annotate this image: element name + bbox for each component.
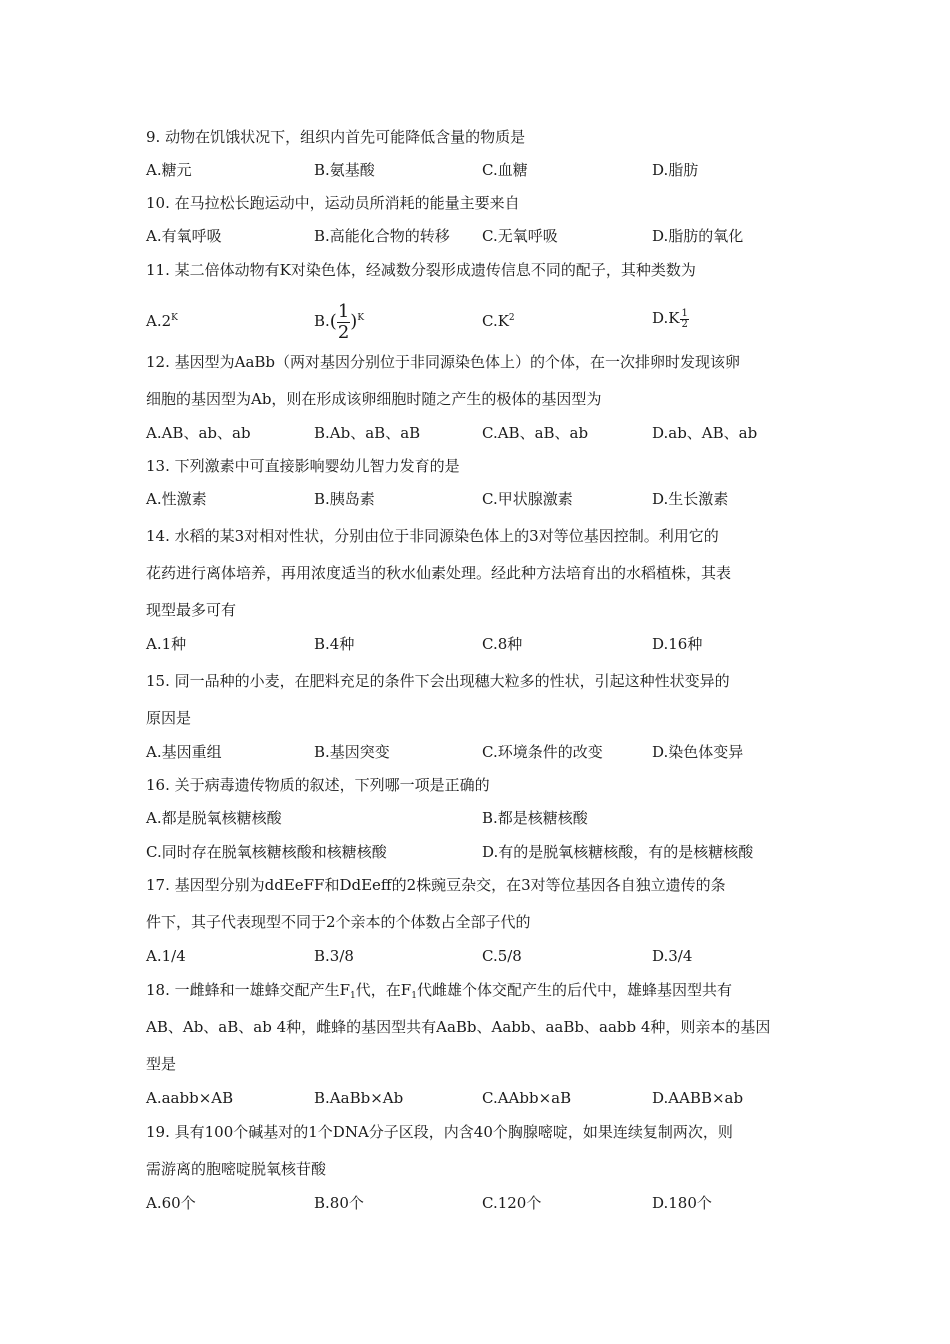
option-c-base: C.K <box>482 312 509 330</box>
option-d: D.ab、AB、ab <box>652 424 758 442</box>
question-15-stem-line-2: 原因是 <box>146 709 192 727</box>
option-b-open-paren: ( <box>329 311 337 332</box>
question-18-options <box>146 1088 826 1110</box>
option-d-base: D.K <box>652 309 680 327</box>
option-a-base: A.2 <box>146 312 172 330</box>
option-c: C.AB、aB、ab <box>482 424 589 442</box>
question-17-stem-line-2: 件下，其子代表现型不同于2个亲本的个体数占全部子代的 <box>146 913 531 931</box>
question-10-options <box>146 226 826 248</box>
option-d-fraction-exponent <box>680 309 688 330</box>
question-11-options <box>146 300 826 343</box>
option-b: B.Ab、aB、aB <box>314 424 421 442</box>
question-15-options <box>146 742 826 764</box>
option-b: B.3/8 <box>314 947 354 965</box>
question-14-stem-line-1: 14. 水稻的某3对相对性状，分别由位于非同源染色体上的3对等位基因控制。利用它的 <box>146 527 719 545</box>
question-12-stem-line-1: 12. 基因型为AaBb（两对基因分别位于非同源染色体上）的个体，在一次排卵时发现该卵 <box>146 353 741 371</box>
question-17-stem-line-1: 17. 基因型分别为ddEeFF和DdEeff的2株豌豆杂交，在3对等位基因各自独立遗传的条 <box>146 876 726 894</box>
question-9-stem: 9. 动物在饥饿状况下，组织内首先可能降低含量的物质是 <box>146 128 526 146</box>
option-c: C.8种 <box>482 635 523 653</box>
option-a: A.AB、ab、ab <box>146 424 251 442</box>
option-a: A.性激素 <box>146 490 207 508</box>
option-a: A.aabb×AB <box>146 1089 234 1107</box>
option-d: D.180个 <box>652 1194 712 1212</box>
option-b: B.AaBb×Ab <box>314 1089 404 1107</box>
option-a: A.基因重组 <box>146 743 222 761</box>
question-14-stem-line-3: 现型最多可有 <box>146 601 237 619</box>
option-b-exponent: K <box>357 313 365 323</box>
fraction-numerator: 1 <box>337 300 350 322</box>
question-16-options-row-2 <box>146 842 826 864</box>
option-c: C.无氧呼吸 <box>482 227 558 245</box>
option-c: C.5/8 <box>482 947 522 965</box>
subscript-1: 1 <box>350 991 356 1001</box>
option-b: B.4种 <box>314 635 355 653</box>
question-12-stem-line-2: 细胞的基因型为Ab，则在形成该卵细胞时随之产生的极体的基因型为 <box>146 390 602 408</box>
option-c: C.120个 <box>482 1194 542 1212</box>
question-11-stem: 11. 某二倍体动物有K对染色体，经减数分裂形成遗传信息不同的配子，其种类数为 <box>146 261 696 279</box>
option-d: D.染色体变异 <box>652 743 744 761</box>
option-d: D.有的是脱氧核糖核酸，有的是核糖核酸 <box>482 843 754 861</box>
question-18-stem-line-2: AB、Ab、aB、ab 4种，雌蜂的基因型共有AaBb、Aabb、aaBb、aabb 4种，则亲本的基因 <box>146 1018 771 1036</box>
question-19-stem-line-1: 19. 具有100个碱基对的1个DNA分子区段，内含40个胸腺嘧啶，如果连续复制两次，则 <box>146 1123 733 1141</box>
question-19-options <box>146 1193 826 1215</box>
option-c: C.同时存在脱氧核糖核酸和核糖核酸 <box>146 843 387 861</box>
option-c-exponent: 2 <box>508 313 515 323</box>
fraction-numerator: 1 <box>681 307 688 319</box>
option-d: D.脂肪的氧化 <box>652 227 744 245</box>
option-b: B.基因突变 <box>314 743 390 761</box>
option-b-fraction <box>337 300 350 343</box>
option-a: A.60个 <box>146 1194 196 1212</box>
option-a-exponent: K <box>171 313 178 323</box>
option-b: B.氨基酸 <box>314 161 375 179</box>
question-15-stem-line-1: 15. 同一品种的小麦，在肥料充足的条件下会出现穗大粒多的性状，引起这种性状变异的 <box>146 672 730 690</box>
option-c: C.血糖 <box>482 161 528 179</box>
option-d: D.16种 <box>652 635 703 653</box>
option-b-letter: B. <box>314 312 330 330</box>
question-14-stem-line-2: 花药进行离体培养，再用浓度适当的秋水仙素处理。经此种方法培育出的水稻植株，其表 <box>146 564 732 582</box>
fraction-denominator: 2 <box>681 318 688 330</box>
option-a: A.有氧呼吸 <box>146 227 222 245</box>
option-d: D.3/4 <box>652 947 693 965</box>
question-18-stem-line-3: 型是 <box>146 1055 177 1073</box>
question-13-options <box>146 489 826 511</box>
option-a: A.糖元 <box>146 161 192 179</box>
question-19-stem-line-2: 需游离的胞嘧啶脱氧核苷酸 <box>146 1160 327 1178</box>
option-a <box>146 300 178 339</box>
option-d: D.生长激素 <box>652 490 729 508</box>
option-b: B.胰岛素 <box>314 490 375 508</box>
option-a: A.1种 <box>146 635 187 653</box>
option-c: C.甲状腺激素 <box>482 490 573 508</box>
subscript-1: 1 <box>411 991 417 1001</box>
option-a: A.都是脱氧核糖核酸 <box>146 809 282 827</box>
question-10-stem: 10. 在马拉松长跑运动中，运动员所消耗的能量主要来自 <box>146 194 520 212</box>
option-d: D.AABB×ab <box>652 1089 744 1107</box>
stem-part-1: 18. 一雌蜂和一雄蜂交配产生F <box>146 981 351 999</box>
question-18-stem-line-1 <box>146 980 732 1006</box>
stem-part-3: 代雌雄个体交配产生的后代中，雄蜂基因型共有 <box>416 981 732 999</box>
question-17-options <box>146 946 826 968</box>
question-16-stem: 16. 关于病毒遗传物质的叙述，下列哪一项是正确的 <box>146 776 490 794</box>
option-c <box>482 300 515 339</box>
question-14-options <box>146 634 826 656</box>
option-d: D.脂肪 <box>652 161 699 179</box>
question-9-options <box>146 160 826 182</box>
question-12-options <box>146 423 826 445</box>
option-b-close-paren: ) <box>350 311 358 332</box>
option-a: A.1/4 <box>146 947 186 965</box>
option-d <box>652 300 689 336</box>
question-13-stem: 13. 下列激素中可直接影响婴幼儿智力发育的是 <box>146 457 460 475</box>
option-c: C.环境条件的改变 <box>482 743 603 761</box>
stem-part-2: 代，在F <box>355 981 412 999</box>
option-b: B.80个 <box>314 1194 364 1212</box>
question-16-options-row-1 <box>146 808 826 830</box>
option-c: C.AAbb×aB <box>482 1089 572 1107</box>
option-b: B.都是核糖核酸 <box>482 809 588 827</box>
fraction-denominator: 2 <box>337 321 350 343</box>
option-b <box>314 300 364 342</box>
option-b: B.高能化合物的转移 <box>314 227 450 245</box>
